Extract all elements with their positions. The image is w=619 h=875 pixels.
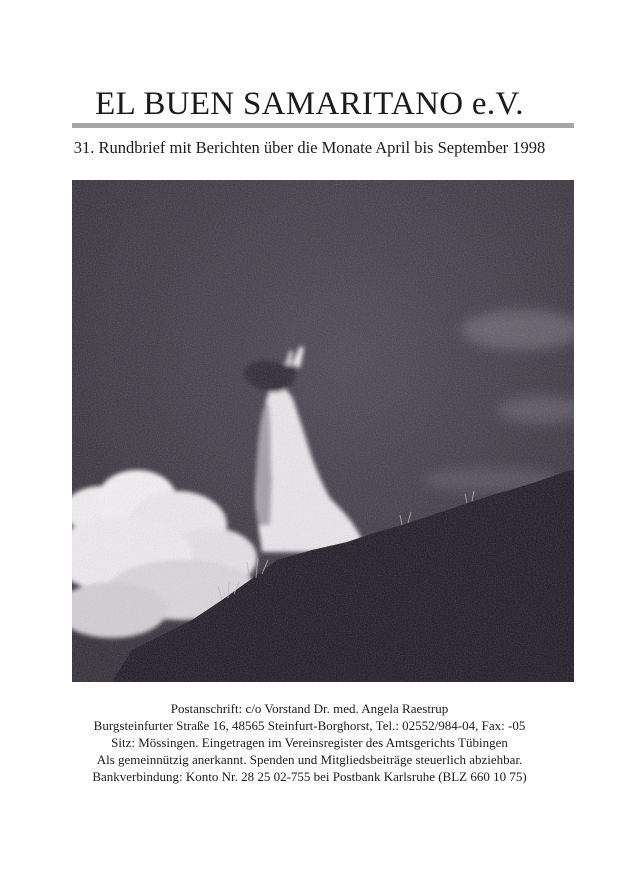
footer-line-street-contact: Burgsteinfurter Straße 16, 48565 Steinfurt-Borghorst, Tel.: 02552/984-04, Fax: -05	[93, 718, 526, 733]
footer-line-tax-status: Als gemeinnützig anerkannt. Spenden und Mitgliedsbeiträge steuerlich abziehbar.	[96, 752, 523, 767]
newsletter-title: EL BUEN SAMARITANO e.V.	[95, 86, 524, 122]
footer-line-postal-address: Postanschrift: c/o Vorstand Dr. med. Angela Raestrup	[170, 701, 449, 716]
footer-line-registration: Sitz: Mössingen. Eingetragen im Vereinsregister des Amtsgerichts Tübingen	[111, 735, 508, 750]
film-grain	[72, 180, 574, 682]
newsletter-subtitle: 31. Rundbrief mit Berichten über die Monate April bis September 1998	[73, 138, 546, 157]
footer-line-bank-details: Bankverbindung: Konto Nr. 28 25 02-755 bei Postbank Karlsruhe (BLZ 660 10 75)	[92, 769, 527, 784]
cover-photo-llama	[72, 180, 574, 682]
footer-address-block	[0, 700, 619, 785]
title-divider	[72, 123, 574, 128]
